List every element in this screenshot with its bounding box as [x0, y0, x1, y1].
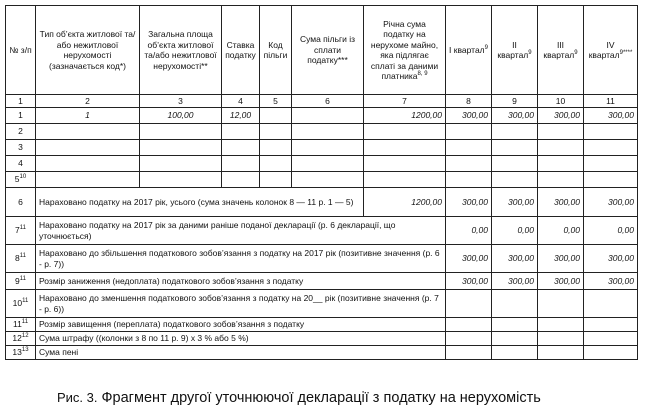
q4-value: 300,00: [584, 273, 638, 290]
row-number: [6, 172, 36, 188]
tax-rate: 12,00: [222, 108, 260, 124]
q1-value: 300,00: [446, 188, 492, 217]
q1-value: 0,00: [446, 217, 492, 245]
header-benefit-sum: Сума пільги із сплати податку***: [292, 6, 364, 95]
row-description: Нараховано до збільшення податкового зобов’язання з податку на 2017 рік (позитивне значення (р. 6 - р. 7)): [36, 245, 446, 273]
table-row: [6, 108, 638, 124]
q2-value: 300,00: [492, 245, 538, 273]
row-number: 2: [6, 124, 36, 140]
table-row: [6, 346, 638, 360]
col-number: 10: [538, 95, 584, 108]
q1-value: 300,00: [446, 273, 492, 290]
row-number-sup: 11: [19, 253, 26, 260]
table-row: [6, 172, 638, 188]
table-row: [6, 124, 638, 140]
object-area: 100,00: [140, 108, 222, 124]
table-row: [6, 318, 638, 332]
header-area: Загальна площа об’єкта житлової та/або нежитлової нерухомості**: [140, 6, 222, 95]
col-number: 9: [492, 95, 538, 108]
row-number: 3: [6, 140, 36, 156]
col-number: 4: [222, 95, 260, 108]
header-q4: [584, 6, 638, 95]
header-annual-text: Річна сума податку на нерухоме майно, яка підлягає сплаті за даними платника: [370, 18, 439, 81]
row-number: [6, 273, 36, 290]
table-row: [6, 332, 638, 346]
col-number: 8: [446, 95, 492, 108]
q2-value: 300,00: [492, 188, 538, 217]
header-annual-sup: 8, 9: [417, 71, 428, 78]
table-row: [6, 156, 638, 172]
header-q4-sup: 9****: [619, 50, 633, 57]
row-description: Розмір заниження (недоплата) податкового зобов’язання з податку: [36, 273, 446, 290]
declaration-table: [5, 5, 638, 360]
benefit-sum: [292, 108, 364, 124]
header-rate: Ставка податку: [222, 6, 260, 95]
q4-value: 300,00: [584, 245, 638, 273]
row-number: [6, 332, 36, 346]
q1-value: 300,00: [446, 245, 492, 273]
q1-value: 300,00: [446, 108, 492, 124]
row-number: [6, 290, 36, 318]
row-number-sup: 11: [19, 225, 26, 232]
header-type: Тип об’єкта житлової та/або нежитлової нерухомості (зазначається код*): [36, 6, 140, 95]
q3-value: 0,00: [538, 217, 584, 245]
table-row: [6, 217, 638, 245]
header-annual: [364, 6, 446, 95]
q3-value: 300,00: [538, 188, 584, 217]
table-row: [6, 188, 638, 217]
figure-caption: [57, 390, 541, 406]
row-number-text: 8: [15, 253, 20, 264]
row-number: [6, 217, 36, 245]
col-number: 3: [140, 95, 222, 108]
row-number: 1: [6, 108, 36, 124]
caption-label: Рис. 3.: [57, 390, 98, 405]
benefit-code: [260, 108, 292, 124]
annual-sum: 1200,00: [364, 188, 446, 217]
row-number: 6: [6, 188, 36, 217]
table-row: [6, 140, 638, 156]
row-description: Розмір завищення (переплата) податкового зобов’язання з податку: [36, 318, 446, 332]
q4-value: 300,00: [584, 108, 638, 124]
q2-value: 0,00: [492, 217, 538, 245]
row-description: Сума пені: [36, 346, 446, 360]
table-row: [6, 273, 638, 290]
row-description: Нараховано податку на 2017 рік за даними раніше поданої декларації (р. 6 декларації, що уточнюється): [36, 217, 446, 245]
caption-text: Фрагмент другої уточнюючої декларації з податку на нерухомість: [101, 390, 541, 406]
col-number: 5: [260, 95, 292, 108]
row-number-text: 10: [12, 298, 23, 309]
column-numbers-row: [6, 95, 638, 108]
table-row: [6, 290, 638, 318]
row-number-text: 9: [15, 275, 20, 286]
annual-sum: 1200,00: [364, 108, 446, 124]
header-benefit-code: Код пільги: [260, 6, 292, 95]
header-q2: [492, 6, 538, 95]
row-number-sup: 11: [21, 319, 29, 326]
header-q1-text: I квартал: [449, 44, 485, 55]
row-description: Нараховано податку на 2017 рік, усього (сума значень колонок 8 — 11 р. 1 — 5): [36, 188, 364, 217]
row-description: Нараховано до зменшення податкового зобов’язання з податку на 20__ рік (позитивне значення (р. 7 - р. 6)): [36, 290, 446, 318]
header-row: [6, 6, 638, 95]
row-number-text: 12: [12, 333, 22, 344]
q4-value: 0,00: [584, 217, 638, 245]
q2-value: 300,00: [492, 273, 538, 290]
header-q3-sup: 9: [574, 50, 578, 57]
col-number: 7: [364, 95, 446, 108]
row-number-sup: 13: [21, 347, 29, 354]
header-q4-text: IV квартал: [588, 39, 620, 60]
row-number-text: 11: [12, 319, 22, 330]
col-number: 2: [36, 95, 140, 108]
row-number-text: 7: [15, 225, 20, 236]
row-number-text: 13: [12, 347, 22, 358]
header-q3: [538, 6, 584, 95]
row-number-sup: 10: [19, 174, 27, 181]
row-description: Сума штрафу ((колонки з 8 по 11 р. 9) х 3 % або 5 %): [36, 332, 446, 346]
header-no: № з/п: [6, 6, 36, 95]
header-q1: [446, 6, 492, 95]
q3-value: 300,00: [538, 273, 584, 290]
q3-value: 300,00: [538, 245, 584, 273]
table-row: [6, 245, 638, 273]
row-number-sup: 11: [19, 275, 26, 282]
col-number: 6: [292, 95, 364, 108]
header-q2-sup: 9: [528, 50, 532, 57]
col-number: 1: [6, 95, 36, 108]
object-type: 1: [36, 108, 140, 124]
q4-value: 300,00: [584, 188, 638, 217]
col-number: 11: [584, 95, 638, 108]
row-number-text: 5: [14, 174, 20, 185]
row-number: [6, 245, 36, 273]
header-q1-sup: 9: [484, 44, 488, 51]
row-number: 4: [6, 156, 36, 172]
row-number-sup: 11: [22, 298, 29, 305]
header-q2-text: II квартал: [497, 39, 529, 60]
q3-value: 300,00: [538, 108, 584, 124]
header-q3-text: III квартал: [543, 39, 575, 60]
row-number: [6, 318, 36, 332]
row-number-sup: 12: [21, 333, 29, 340]
row-number: [6, 346, 36, 360]
q2-value: 300,00: [492, 108, 538, 124]
